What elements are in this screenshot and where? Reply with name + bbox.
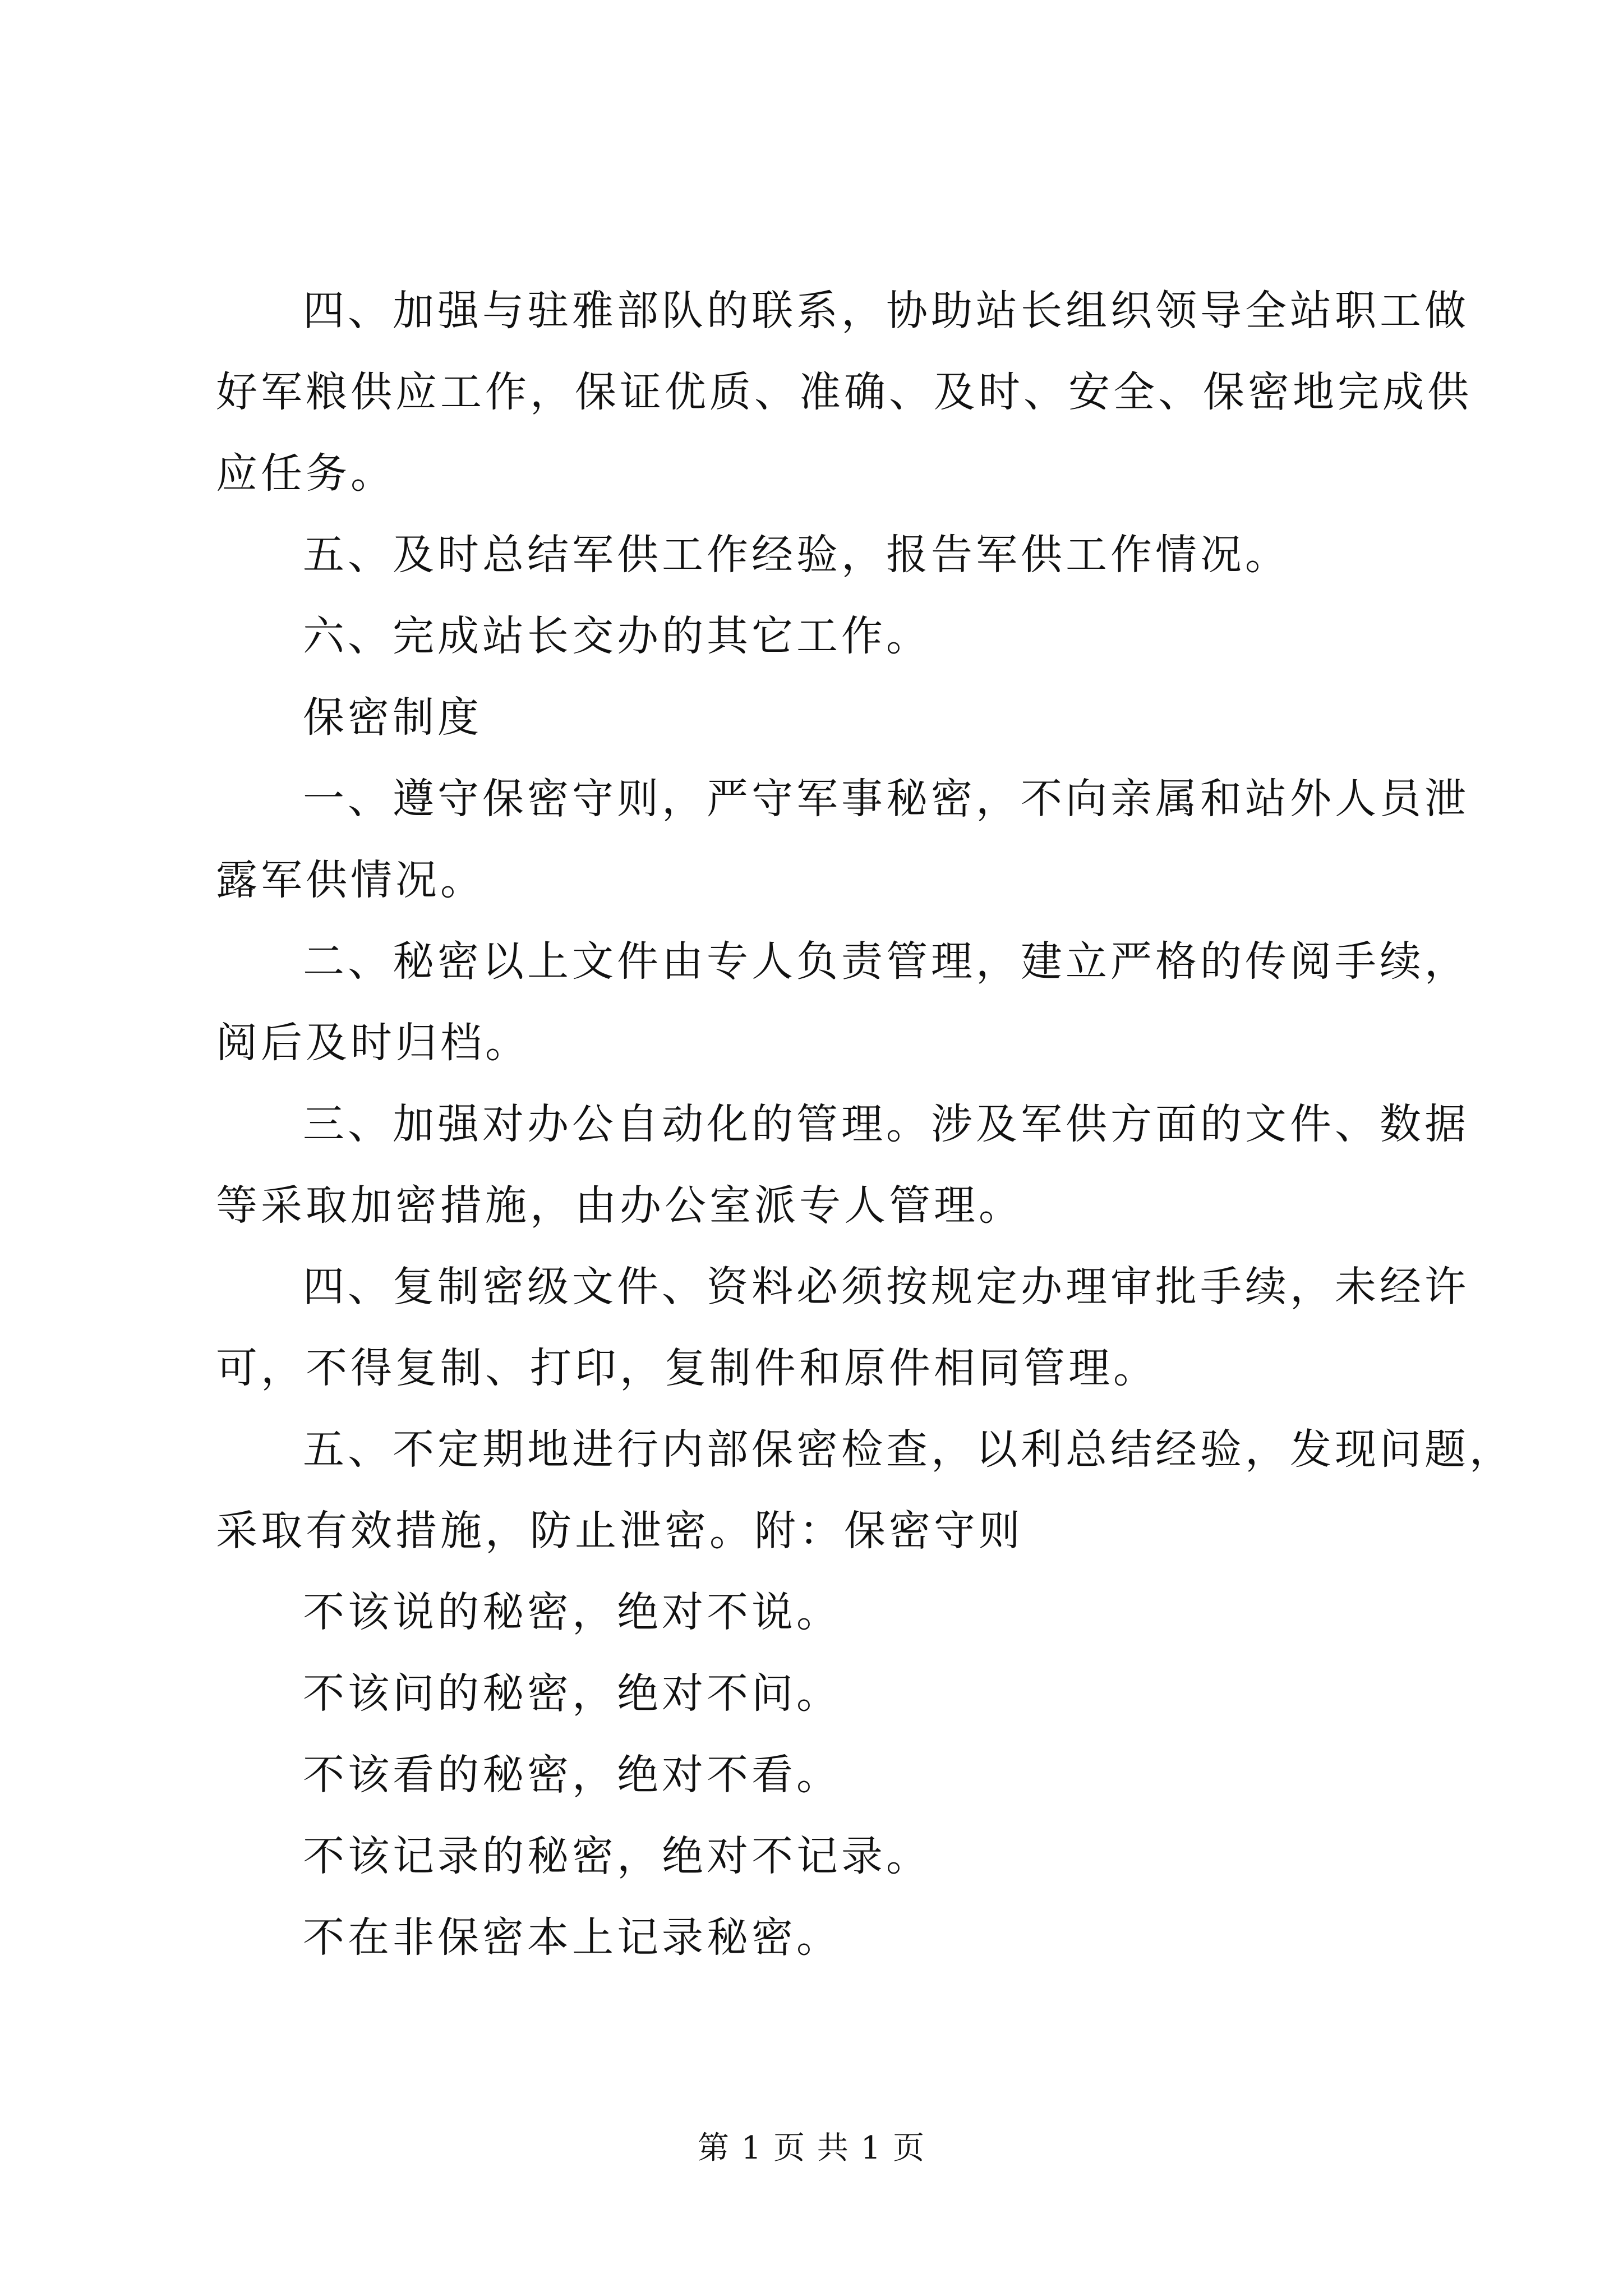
paragraph-line: 四、加强与驻雅部队的联系，协助站长组织领导全站职工做 [303,287,1469,335]
rule-line: 不该说的秘密，绝对不说。 [303,1588,841,1636]
rule-line: 不该看的秘密，绝对不看。 [303,1751,841,1799]
page-footer: 第 1 页 共 1 页 [697,2130,926,2166]
document-body [216,270,1514,1978]
paragraph-line: 五、不定期地进行内部保密检查，以利总结经验，发现问题， [303,1425,1514,1474]
paragraph-line: 二、秘密以上文件由专人负责管理，建立严格的传阅手续， [303,937,1469,986]
paragraph-line: 三、加强对办公自动化的管理。涉及军供方面的文件、数据 [303,1100,1469,1148]
paragraph-line: 一、遵守保密守则，严守军事秘密，不向亲属和站外人员泄 [303,775,1469,823]
paragraph-line: 等采取加密措施，由办公室派专人管理。 [216,1181,1023,1230]
rule-line: 不该问的秘密，绝对不问。 [303,1669,841,1718]
paragraph-line: 应任务。 [216,449,395,498]
section-heading: 保密制度 [303,693,482,742]
paragraph-line: 采取有效措施，防止泄密。附：保密守则 [216,1507,1023,1555]
paragraph-line: 四、复制密级文件、资料必须按规定办理审批手续，未经许 [303,1263,1469,1311]
paragraph-line: 可，不得复制、打印，复制件和原件相同管理。 [216,1344,1158,1392]
paragraph-line: 好军粮供应工作，保证优质、准确、及时、安全、保密地完成供 [216,368,1472,416]
paragraph-line: 露军供情况。 [216,856,485,904]
paragraph-line: 五、及时总结军供工作经验，报告军供工作情况。 [303,531,1290,579]
paragraph-line: 阅后及时归档。 [216,1019,530,1067]
rule-line: 不在非保密本上记录秘密。 [303,1913,841,1962]
paragraph-line: 六、完成站长交办的其它工作。 [303,612,931,660]
rule-line: 不该记录的秘密，绝对不记录。 [303,1832,931,1880]
